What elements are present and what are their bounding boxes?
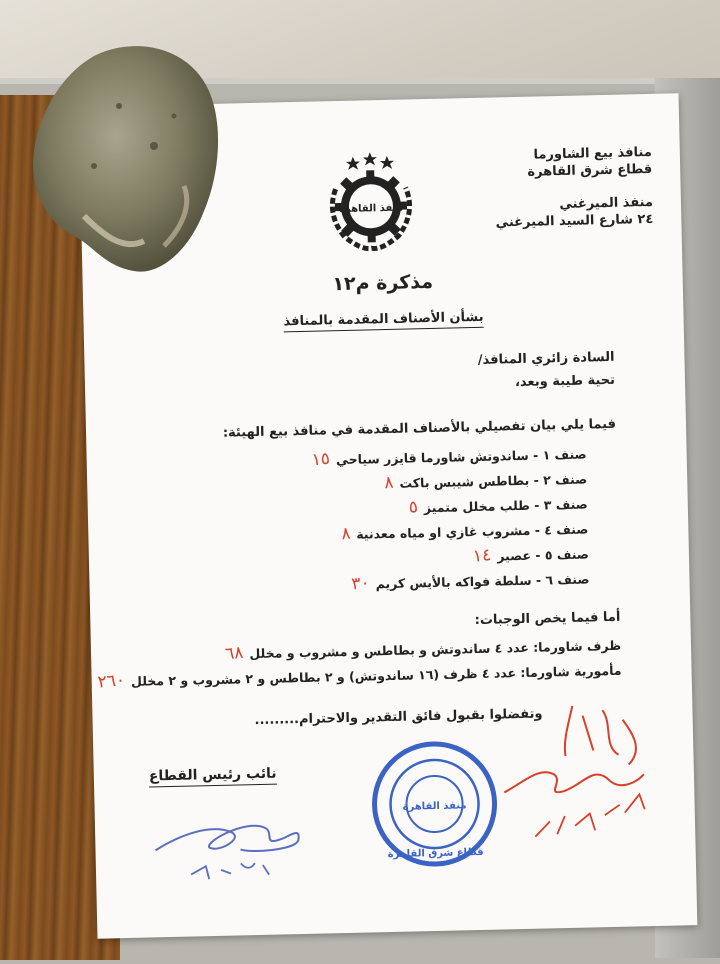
meal-label: ظرف شاورما: عدد ٤ ساندوتش و بطاطس و مشروب و مخلل — [249, 637, 622, 662]
item-label: صنف ٣ - طلب مخلل متميز — [423, 496, 588, 516]
meal-row — [225, 635, 621, 664]
blue-signature — [150, 802, 322, 886]
item-price: ٣٠ — [350, 572, 371, 595]
memo-subject: بشأن الأصناف المقدمة بالمنافذ — [283, 310, 483, 333]
item-price: ١٥ — [310, 448, 331, 471]
meal-label: مأمورية شاورما: عدد ٤ ظرف (١٦ ساندوتش) و ٢ بطاطس و ٢ مشروب و ٢ مخلل — [130, 662, 622, 689]
memo-subject-wrap — [83, 305, 683, 334]
salutation-line2: تحية طيبة وبعد، — [514, 372, 616, 391]
meal-price: ٢٦٠ — [96, 670, 126, 693]
item-label: صنف ٦ - سلطة فواكه بالأيس كريم — [375, 571, 590, 592]
closing-line: وتفضلوا بقبول فائق التقدير والاحترام......... — [254, 706, 543, 729]
item-label: صنف ٥ - عصير — [497, 546, 590, 564]
signatory-title: نائب رئيس القطاع — [149, 766, 277, 788]
list-item — [351, 568, 590, 593]
org-line1: منافذ بيع الشاورما — [533, 144, 652, 163]
outlet-address: ٢٤ شارع السيد الميرغني — [495, 211, 654, 231]
meal-price: ٦٨ — [224, 642, 245, 665]
list-item — [409, 493, 588, 517]
meal-row — [97, 660, 621, 692]
logo-text: منفذ القاهرة — [338, 202, 404, 216]
item-price: ١٤ — [472, 545, 493, 567]
meals-heading: أما فيما يخص الوجبات: — [474, 609, 621, 629]
memo-title: مذكرة م١٢ — [332, 270, 434, 296]
list-item — [311, 443, 586, 469]
stamp-ring-text: قطاع شرق القاهرة — [387, 846, 484, 861]
item-label: صنف ١ - ساندوتش شاورما قايزر سياحي — [335, 446, 587, 468]
list-item — [341, 518, 589, 544]
item-price: ٥ — [407, 497, 419, 518]
official-stamp — [368, 738, 501, 871]
red-signature — [492, 694, 666, 868]
salutation-line1: السادة زائري المنافذ/ — [477, 349, 615, 368]
rock-paperweight — [24, 36, 229, 281]
item-label: صنف ٢ - بطاطس شيبس باكت — [399, 471, 588, 491]
items-intro: فيما يلي بيان تفصيلي بالأصناف المقدمة في منافذ بيع الهيئة: — [222, 416, 617, 441]
gear-wreath-logo — [315, 147, 427, 259]
stamp-inner-text: منفذ القاهرة — [402, 800, 467, 813]
signatory-title-wrap — [149, 763, 277, 785]
item-price: ٨ — [383, 472, 395, 494]
outlet-name: منفذ الميرغني — [559, 194, 654, 213]
item-price: ٨ — [340, 523, 352, 545]
list-item — [384, 468, 587, 493]
org-line2: قطاع شرق القاهرة — [527, 161, 653, 180]
item-label: صنف ٤ - مشروب غازي او مياه معدنية — [356, 521, 589, 542]
list-item — [473, 543, 589, 566]
